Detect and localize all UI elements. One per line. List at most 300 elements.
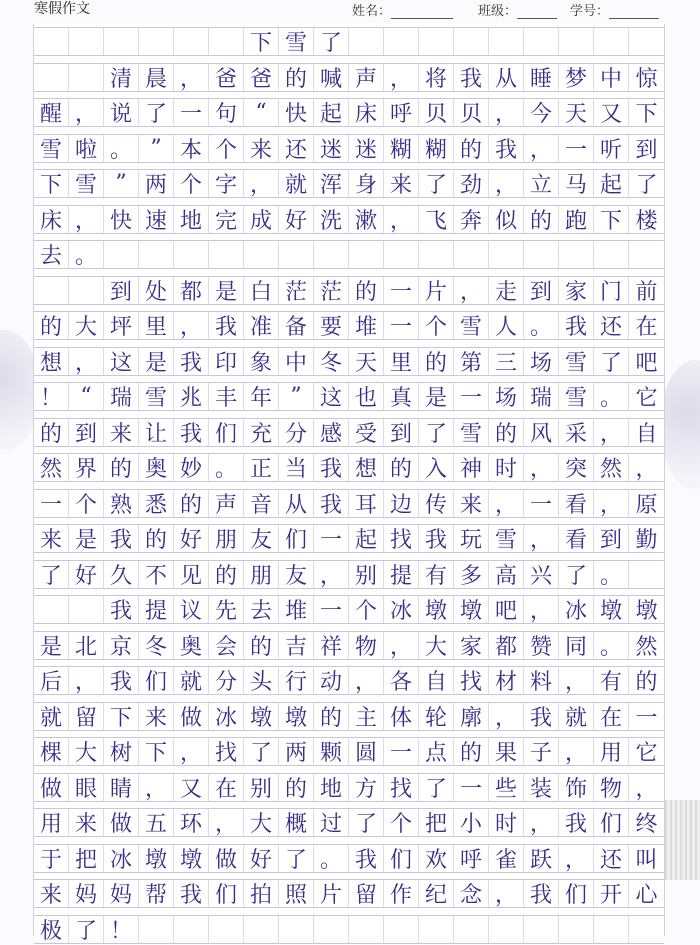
grid-cell: 今 — [524, 99, 559, 126]
grid-cell: 们 — [209, 419, 244, 446]
grid-cell: 浑 — [314, 170, 349, 197]
grid-cell: 在 — [635, 315, 658, 340]
grid-cell: 地 — [174, 206, 209, 233]
grid-cell: 点 — [419, 738, 454, 765]
grid-cell: 墩 — [244, 703, 279, 730]
grid-cell: 些 — [489, 774, 524, 801]
grid-cell: 。 — [69, 241, 104, 268]
grid-cell: 采 — [559, 419, 594, 446]
grid-cell: 床 — [34, 206, 69, 233]
grid-cell: ， — [384, 64, 419, 91]
grid-cell: 第 — [454, 348, 489, 375]
grid-cell: 我 — [209, 312, 244, 339]
grid-row — [34, 808, 664, 837]
grid-cell: 自 — [635, 421, 658, 447]
grid-cell: ， — [524, 454, 559, 481]
grid-cell: 分 — [209, 667, 244, 694]
grid-cell: 了 — [244, 738, 279, 765]
grid-cell: 惊 — [635, 66, 658, 92]
grid-cell: 兆 — [174, 383, 209, 410]
grid-cell: 茫 — [314, 277, 349, 304]
grid-cell: 眼 — [69, 774, 104, 801]
grid-cell: ， — [524, 809, 559, 836]
grid-cell — [314, 916, 349, 943]
grid-cell: 的 — [384, 454, 419, 481]
grid-cell: 呼 — [454, 845, 489, 872]
grid-cell: 下 — [104, 703, 139, 730]
grid-row — [34, 418, 664, 447]
grid-cell: 了 — [279, 845, 314, 872]
grid-cell: 了 — [349, 809, 384, 836]
grid-cell: 快 — [104, 206, 139, 233]
grid-cell: 不 — [139, 561, 174, 588]
grid-cell: 一 — [454, 383, 489, 410]
grid-cell: 。 — [524, 312, 559, 339]
grid-cell: 似 — [489, 206, 524, 233]
grid-cell: 还 — [594, 845, 629, 872]
grid-cell: ， — [174, 738, 209, 765]
grid-cell: ， — [69, 348, 104, 375]
grid-cell: ！ — [104, 916, 139, 943]
grid-cell: 场 — [489, 383, 524, 410]
grid-cell: 我 — [454, 64, 489, 91]
grid-cell — [629, 28, 664, 55]
grid-cell: 都 — [489, 632, 524, 659]
grid-cell: 体 — [384, 703, 419, 730]
grid-cell: 下 — [34, 170, 69, 197]
grid-cell: 来 — [384, 170, 419, 197]
grid-cell: 到 — [635, 137, 658, 163]
grid-cell: 个 — [349, 596, 384, 623]
grid-cell: 下 — [244, 28, 279, 55]
grid-cell: 又 — [174, 774, 209, 801]
grid-cell: ， — [454, 277, 489, 304]
grid-cell: 。 — [314, 845, 349, 872]
grid-cell — [209, 28, 244, 55]
grid-cell: 好 — [69, 561, 104, 588]
grid-cell: 我 — [104, 596, 139, 623]
grid-cell: 场 — [524, 348, 559, 375]
grid-cell: 北 — [69, 632, 104, 659]
grid-cell — [419, 241, 454, 268]
grid-cell: 我 — [314, 454, 349, 481]
grid-cell: 妈 — [69, 880, 104, 907]
grid-cell: 于 — [34, 845, 69, 872]
grid-cell: 别 — [244, 774, 279, 801]
grid-cell: 当 — [279, 454, 314, 481]
grid-cell: 想 — [349, 454, 384, 481]
grid-cell: 时 — [489, 809, 524, 836]
grid-cell: 。 — [104, 135, 139, 162]
grid-cell — [419, 916, 454, 943]
grid-cell — [454, 241, 489, 268]
grid-cell: 雪 — [559, 383, 594, 410]
grid-cell: 们 — [209, 880, 244, 907]
grid-cell: 做 — [174, 703, 209, 730]
grid-cell: ” — [139, 135, 174, 162]
grid-cell: 大 — [419, 632, 454, 659]
grid-cell: 去 — [34, 241, 69, 268]
grid-cell: 到 — [594, 525, 629, 552]
grid-cell: 熟 — [104, 490, 139, 517]
grid-cell: ， — [559, 738, 594, 765]
grid-cell: 找 — [209, 738, 244, 765]
grid-cell: 呼 — [384, 99, 419, 126]
grid-cell: 入 — [419, 454, 454, 481]
grid-cell: 字 — [209, 170, 244, 197]
grid-cell: 我 — [489, 135, 524, 162]
grid-cell: 纪 — [419, 880, 454, 907]
grid-cell: 做 — [209, 845, 244, 872]
grid-cell: 开 — [594, 880, 629, 907]
grid-cell: 子 — [524, 738, 559, 765]
grid-cell: 这 — [104, 348, 139, 375]
grid-cell: 提 — [384, 561, 419, 588]
grid-cell: 来 — [34, 880, 69, 907]
grid-cell — [104, 241, 139, 268]
grid-cell: ， — [489, 490, 524, 517]
grid-cell: 两 — [279, 738, 314, 765]
grid-cell — [489, 28, 524, 55]
grid-cell — [559, 241, 594, 268]
grid-cell: 了 — [69, 916, 104, 943]
grid-cell: 各 — [384, 667, 419, 694]
grid-row — [34, 98, 664, 127]
grid-cell — [279, 241, 314, 268]
grid-cell: 里 — [139, 312, 174, 339]
grid-cell: 起 — [314, 99, 349, 126]
grid-cell: 会 — [209, 632, 244, 659]
grid-cell: 京 — [104, 632, 139, 659]
grid-cell: 两 — [139, 170, 174, 197]
grid-cell: 来 — [69, 809, 104, 836]
grid-cell: 赞 — [524, 632, 559, 659]
grid-cell: 动 — [314, 667, 349, 694]
grid-cell: 一 — [174, 99, 209, 126]
grid-cell — [384, 916, 419, 943]
grid-cell: 然 — [635, 634, 658, 660]
grid-cell: 个 — [174, 170, 209, 197]
grid-cell: 朋 — [209, 525, 244, 552]
grid-cell: ， — [489, 703, 524, 730]
background-decoration — [660, 360, 700, 490]
grid-cell: 大 — [244, 809, 279, 836]
grid-cell: 坪 — [104, 312, 139, 339]
grid-cell: 冰 — [384, 596, 419, 623]
grid-cell: 的 — [635, 670, 658, 695]
grid-cell: 中 — [594, 64, 629, 91]
grid-cell: 一 — [454, 774, 489, 801]
grid-cell: 瑞 — [524, 383, 559, 410]
grid-cell: 作 — [384, 880, 419, 907]
grid-cell: 就 — [174, 667, 209, 694]
grid-cell: 别 — [349, 561, 384, 588]
grid-cell: 雪 — [69, 170, 104, 197]
grid-row — [34, 844, 664, 873]
grid-cell: 片 — [314, 880, 349, 907]
grid-cell: 跑 — [559, 206, 594, 233]
grid-cell: 让 — [139, 419, 174, 446]
grid-cell: 风 — [524, 419, 559, 446]
grid-cell — [104, 28, 139, 55]
grid-cell: 是 — [139, 348, 174, 375]
grid-cell: 拍 — [244, 880, 279, 907]
grid-cell: 走 — [489, 277, 524, 304]
grid-cell: ， — [69, 667, 104, 694]
grid-cell: 家 — [454, 632, 489, 659]
pencil-decoration — [660, 800, 700, 880]
grid-cell — [69, 277, 104, 304]
grid-cell: 是 — [209, 277, 244, 304]
grid-cell: 起 — [349, 525, 384, 552]
grid-cell: 传 — [419, 490, 454, 517]
grid-cell: 把 — [69, 845, 104, 872]
grid-row — [34, 666, 664, 695]
grid-cell — [139, 916, 174, 943]
grid-cell: 原 — [635, 492, 658, 518]
grid-cell: 过 — [314, 809, 349, 836]
grid-cell: 同 — [559, 632, 594, 659]
grid-cell — [489, 916, 524, 943]
grid-cell: 跃 — [524, 845, 559, 872]
grid-cell: 树 — [104, 738, 139, 765]
worksheet-title: 寒假作文 — [34, 1, 90, 17]
grid-cell: 的 — [419, 348, 454, 375]
grid-cell: 祥 — [314, 632, 349, 659]
grid-cell: 的 — [314, 703, 349, 730]
grid-cell: 环 — [174, 809, 209, 836]
grid-row — [34, 169, 664, 198]
grid-cell: 见 — [174, 561, 209, 588]
grid-cell: 的 — [524, 206, 559, 233]
grid-cell: 欢 — [419, 845, 454, 872]
grid-cell — [34, 64, 69, 91]
grid-cell: 。 — [209, 454, 244, 481]
grid-cell: 洗 — [314, 206, 349, 233]
grid-cell — [209, 916, 244, 943]
grid-cell: 睡 — [524, 64, 559, 91]
grid-cell: 中 — [279, 348, 314, 375]
grid-cell: 做 — [34, 774, 69, 801]
grid-cell: 们 — [384, 845, 419, 872]
grid-cell: ， — [139, 774, 174, 801]
grid-cell: 好 — [174, 525, 209, 552]
grid-cell: 多 — [454, 561, 489, 588]
grid-cell: ， — [69, 99, 104, 126]
grid-cell: 来 — [34, 525, 69, 552]
grid-cell: 醒 — [34, 99, 69, 126]
grid-row — [34, 737, 664, 766]
grid-cell: 一 — [384, 312, 419, 339]
grid-cell: 这 — [314, 383, 349, 410]
grid-cell: 起 — [594, 170, 629, 197]
grid-cell: 叫 — [635, 847, 658, 873]
grid-cell: 我 — [559, 809, 594, 836]
grid-cell: 看 — [559, 490, 594, 517]
grid-cell: 劲 — [454, 170, 489, 197]
grid-cell: 奥 — [174, 632, 209, 659]
student-id-field — [570, 0, 659, 19]
grid-cell: 帮 — [139, 880, 174, 907]
grid-cell: 都 — [174, 277, 209, 304]
grid-cell — [384, 28, 419, 55]
grid-cell: 年 — [244, 383, 279, 410]
grid-cell: 的 — [279, 774, 314, 801]
grid-cell: 概 — [279, 809, 314, 836]
grid-cell: “ — [69, 383, 104, 410]
grid-cell: 了 — [594, 348, 629, 375]
grid-cell: 然 — [594, 454, 629, 481]
grid-cell: 堆 — [279, 596, 314, 623]
grid-cell: 喊 — [314, 64, 349, 91]
grid-cell: 友 — [244, 525, 279, 552]
name-label: 姓名： — [352, 4, 392, 19]
grid-row — [34, 879, 664, 908]
grid-cell: 方 — [349, 774, 384, 801]
grid-cell — [279, 916, 314, 943]
grid-cell: 人 — [489, 312, 524, 339]
grid-cell: ” — [104, 170, 139, 197]
grid-cell: 受 — [349, 419, 384, 446]
grid-cell: 来 — [454, 490, 489, 517]
grid-cell: 了 — [419, 419, 454, 446]
grid-cell: 了 — [635, 173, 658, 198]
grid-cell: 就 — [279, 170, 314, 197]
name-field — [352, 0, 453, 19]
grid-cell — [559, 28, 594, 55]
grid-cell: ， — [489, 880, 524, 907]
grid-cell: 贝 — [454, 99, 489, 126]
grid-cell: 本 — [174, 135, 209, 162]
grid-row — [34, 134, 664, 163]
grid-cell — [174, 28, 209, 55]
grid-cell: 到 — [384, 419, 419, 446]
grid-cell — [314, 241, 349, 268]
grid-cell: 马 — [559, 170, 594, 197]
grid-cell: 我 — [524, 880, 559, 907]
grid-cell: 一 — [314, 525, 349, 552]
grid-cell: ， — [524, 135, 559, 162]
grid-cell: 的 — [454, 135, 489, 162]
grid-row — [34, 560, 664, 589]
grid-cell: ， — [384, 206, 419, 233]
grid-cell: 墩 — [635, 599, 658, 624]
grid-cell: 勤 — [635, 528, 658, 553]
grid-cell: 的 — [454, 738, 489, 765]
grid-cell: ， — [489, 99, 524, 126]
grid-cell: 耳 — [349, 490, 384, 517]
grid-cell: 五 — [139, 809, 174, 836]
grid-cell: 行 — [279, 667, 314, 694]
grid-cell: 颗 — [314, 738, 349, 765]
grid-cell: 时 — [489, 454, 524, 481]
grid-cell: 在 — [594, 703, 629, 730]
grid-cell: 朋 — [244, 561, 279, 588]
grid-cell: 看 — [559, 525, 594, 552]
grid-cell — [349, 916, 384, 943]
grid-cell: 漱 — [349, 206, 384, 233]
grid-cell: ， — [244, 170, 279, 197]
grid-cell: 边 — [384, 490, 419, 517]
grid-cell: 下 — [635, 102, 658, 127]
grid-cell: 找 — [384, 774, 419, 801]
grid-cell: 们 — [594, 809, 629, 836]
grid-cell — [34, 28, 69, 55]
grid-cell: 奥 — [139, 454, 174, 481]
grid-cell: 材 — [489, 667, 524, 694]
grid-cell: 界 — [69, 454, 104, 481]
grid-cell — [209, 241, 244, 268]
grid-cell: ， — [349, 667, 384, 694]
grid-cell: ， — [635, 776, 658, 802]
grid-cell — [244, 241, 279, 268]
grid-cell: ， — [489, 170, 524, 197]
grid-cell: 一 — [314, 596, 349, 623]
grid-cell: 墩 — [174, 845, 209, 872]
grid-cell: 提 — [139, 596, 174, 623]
grid-cell: 冬 — [139, 632, 174, 659]
grid-cell: 爸 — [244, 64, 279, 91]
grid-cell: 身 — [349, 170, 384, 197]
grid-cell: 雪 — [139, 383, 174, 410]
page-header — [0, 0, 700, 20]
grid-cell: 它 — [635, 741, 658, 766]
grid-cell: 还 — [594, 312, 629, 339]
grid-row — [34, 382, 664, 411]
grid-cell — [629, 241, 664, 268]
grid-cell: 大 — [69, 312, 104, 339]
grid-cell — [349, 241, 384, 268]
grid-cell: 堆 — [349, 312, 384, 339]
grid-row — [34, 524, 664, 553]
grid-cell: 清 — [104, 64, 139, 91]
grid-cell: 然 — [34, 454, 69, 481]
grid-cell: 把 — [419, 809, 454, 836]
grid-cell: 雪 — [34, 135, 69, 162]
grid-cell: 了 — [419, 774, 454, 801]
grid-cell: 高 — [489, 561, 524, 588]
grid-cell: 成 — [244, 206, 279, 233]
grid-cell: 要 — [314, 312, 349, 339]
grid-cell: ， — [559, 667, 594, 694]
grid-cell: 小 — [454, 809, 489, 836]
grid-cell: 的 — [489, 419, 524, 446]
grid-cell: 也 — [349, 383, 384, 410]
grid-cell: 了 — [34, 561, 69, 588]
grid-cell: 说 — [104, 99, 139, 126]
grid-cell: 装 — [524, 774, 559, 801]
grid-cell: 用 — [34, 809, 69, 836]
grid-cell: 下 — [594, 206, 629, 233]
grid-cell: 。 — [594, 383, 629, 410]
grid-cell: ， — [69, 206, 104, 233]
grid-cell: 主 — [349, 703, 384, 730]
class-field — [478, 0, 557, 19]
grid-cell: 墩 — [139, 845, 174, 872]
grid-cell: 是 — [419, 383, 454, 410]
grid-cell: 墩 — [419, 596, 454, 623]
grid-cell: 处 — [139, 277, 174, 304]
grid-cell: 了 — [559, 561, 594, 588]
grid-cell: 片 — [419, 277, 454, 304]
grid-cell: 冬 — [314, 348, 349, 375]
grid-cell: 将 — [419, 64, 454, 91]
grid-cell: 神 — [454, 454, 489, 481]
grid-cell: 三 — [489, 348, 524, 375]
grid-cell: 准 — [244, 312, 279, 339]
grid-cell: 快 — [279, 99, 314, 126]
grid-cell: 了 — [314, 28, 349, 55]
